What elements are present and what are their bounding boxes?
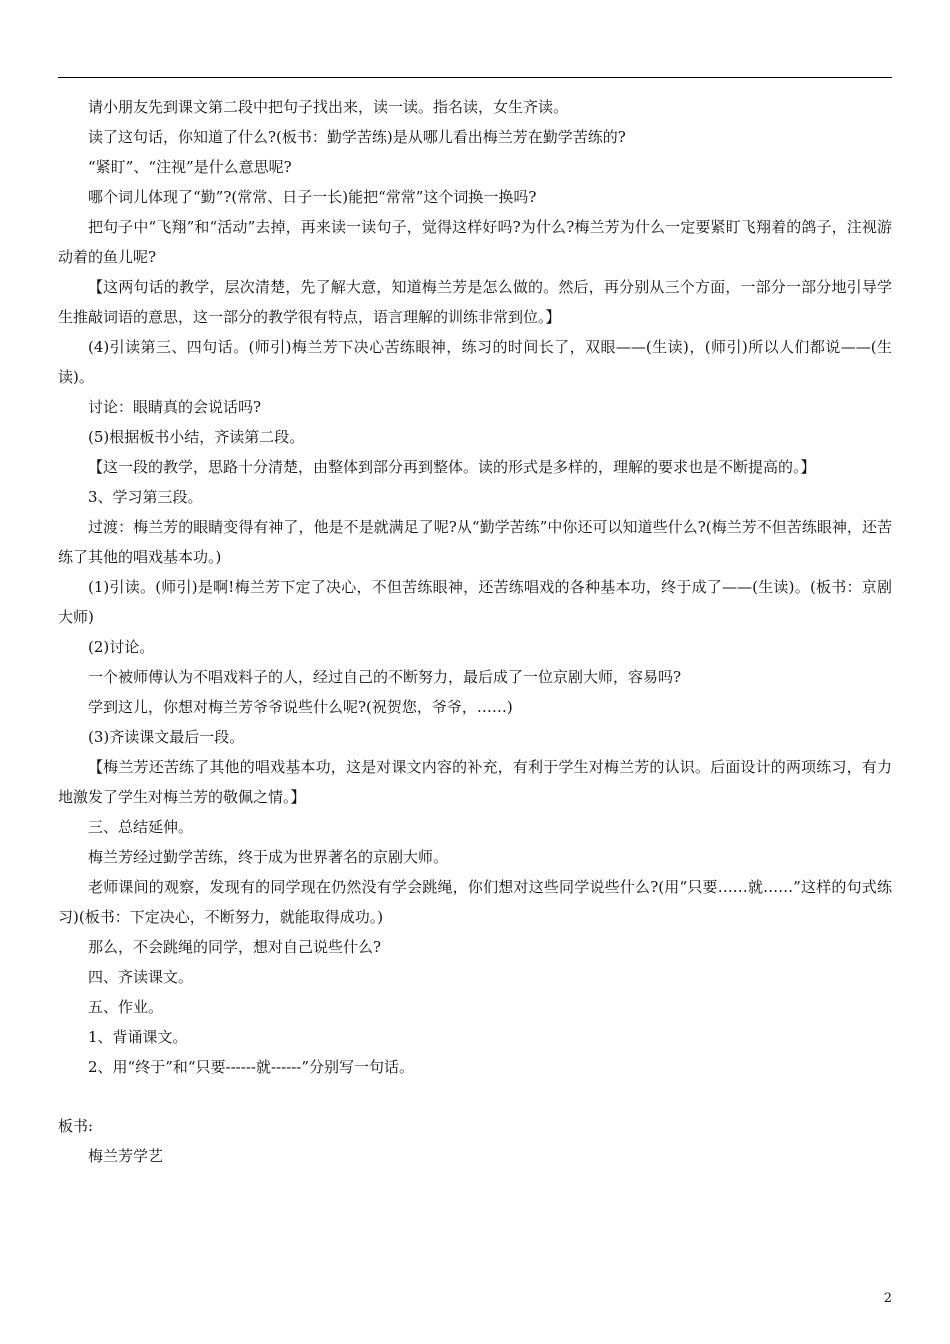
- commentary-paragraph: 【这两句话的教学，层次清楚，先了解大意，知道梅兰芳是怎么做的。然后，再分别从三个方面，一部分一部分地引导学生推敲词语的意思，这一部分的教学很有特点，语言理解的训练非常到位。】: [58, 278, 892, 326]
- paragraph: (3)齐读课文最后一段。: [88, 728, 245, 746]
- paragraph: 讨论：眼睛真的会说话吗?: [88, 398, 262, 416]
- section-heading: 五、作业。: [88, 998, 164, 1016]
- paragraph: 梅兰芳经过勤学苦练，终于成为世界著名的京剧大师。: [88, 848, 449, 866]
- paragraph: 过渡：梅兰芳的眼睛变得有神了，他是不是就满足了呢?从“勤学苦练”中你还可以知道些什么?(梅兰芳不但苦练眼神，还苦练了其他的唱戏基本功。): [58, 518, 892, 566]
- paragraph: 把句子中“飞翔”和“活动”去掉，再来读一读句子，觉得这样好吗?为什么?梅兰芳为什么一定要紧盯飞翔着的鸽子，注视游动着的鱼儿呢?: [58, 218, 892, 266]
- board-title: 梅兰芳学艺: [88, 1147, 164, 1165]
- homework-item: 2、用“终于”和“只要------就------”分别写一句话。: [88, 1058, 415, 1076]
- paragraph: 读了这句话，你知道了什么?(板书：勤学苦练)是从哪儿看出梅兰芳在勤学苦练的?: [88, 128, 626, 146]
- paragraph: (5)根据板书小结，齐读第二段。: [88, 428, 305, 446]
- paragraph: 哪个词儿体现了“勤”?(常常、日子一长)能把“常常”这个词换一换吗?: [88, 188, 537, 206]
- board-label: 板书:: [58, 1117, 94, 1135]
- paragraph: 请小朋友先到课文第二段中把句子找出来，读一读。指名读，女生齐读。: [88, 98, 569, 116]
- paragraph: (2)讨论。: [88, 638, 155, 656]
- commentary-paragraph: 【梅兰芳还苦练了其他的唱戏基本功，这是对课文内容的补充，有利于学生对梅兰芳的认识。后面设计的两项练习，有力地激发了学生对梅兰芳的敬佩之情。】: [58, 758, 892, 806]
- paragraph: “紧盯”、“注视”是什么意思呢?: [88, 158, 292, 176]
- document-body: [58, 92, 892, 1171]
- paragraph: 一个被师傅认为不唱戏料子的人，经过自己的不断努力，最后成了一位京剧大师，容易吗?: [88, 668, 682, 686]
- blank-line: [58, 1082, 892, 1111]
- section-heading: 3、学习第三段。: [88, 488, 203, 506]
- paragraph: (4)引读第三、四句话。(师引)梅兰芳下决心苦练眼神，练习的时间长了，双眼——(生读)，(师引)所以人们都说——(生读)。: [58, 338, 892, 386]
- paragraph: 老师课间的观察，发现有的同学现在仍然没有学会跳绳，你们想对这些同学说些什么?(用“只要……就……”这样的句式练习)(板书：下定决心，不断努力，就能取得成功。): [58, 878, 892, 926]
- section-heading: 三、总结延伸。: [88, 818, 194, 836]
- homework-item: 1、背诵课文。: [88, 1028, 188, 1046]
- section-heading: 四、齐读课文。: [88, 968, 194, 986]
- page-number: 2: [883, 1291, 892, 1306]
- commentary-paragraph: 【这一段的教学，思路十分清楚，由整体到部分再到整体。读的形式是多样的，理解的要求也是不断提高的。】: [88, 458, 816, 476]
- paragraph: (1)引读。(师引)是啊!梅兰芳下定了决心，不但苦练眼神，还苦练唱戏的各种基本功，终于成了——(生读)。(板书：京剧大师): [58, 578, 892, 626]
- header-rule: [58, 77, 892, 78]
- paragraph: 学到这儿，你想对梅兰芳爷爷说些什么呢?(祝贺您，爷爷，……): [88, 698, 513, 716]
- paragraph: 那么，不会跳绳的同学，想对自己说些什么?: [88, 938, 382, 956]
